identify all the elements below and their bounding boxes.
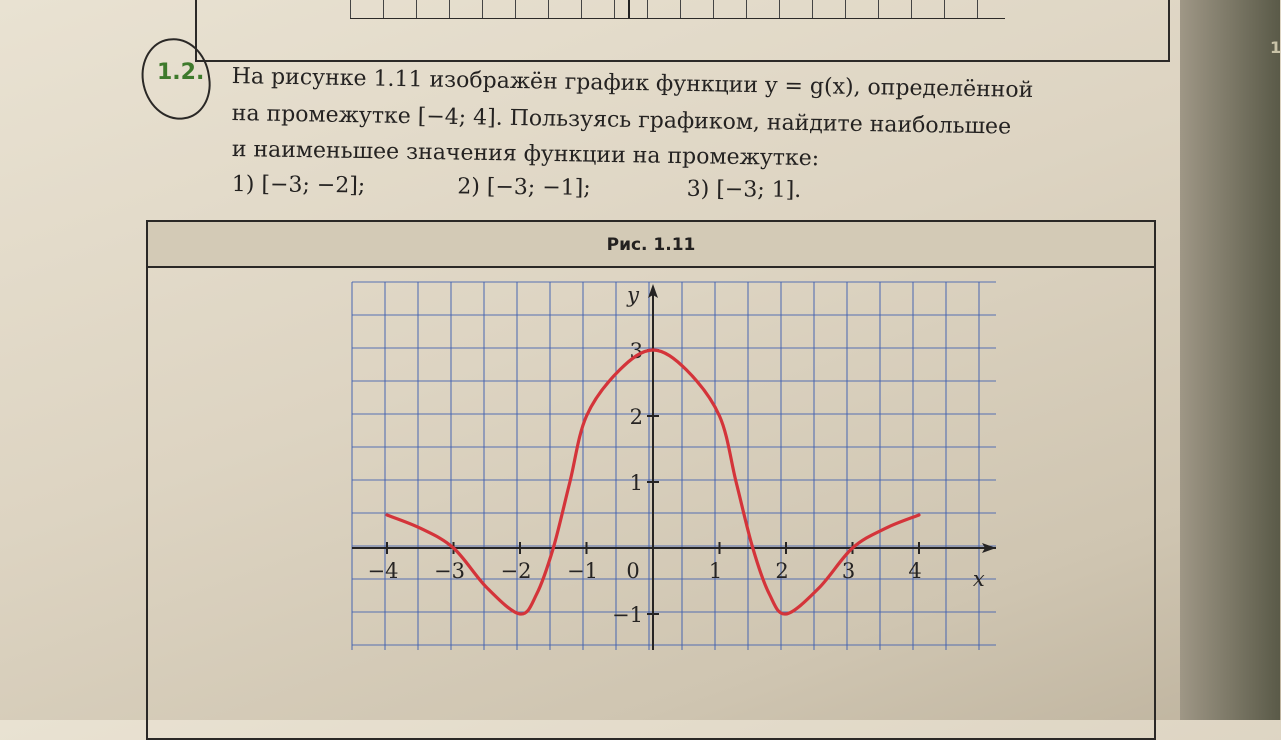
figure-caption: Рис. 1.11 [606, 235, 696, 255]
x-tick-label: 2 [775, 559, 789, 583]
y-tick-label: −1 [612, 603, 643, 627]
x-tick-label: 3 [841, 559, 856, 583]
x-tick-label: −3 [434, 559, 465, 583]
x-tick-label: −4 [367, 559, 399, 583]
y-tick-label: 3 [629, 339, 643, 363]
x-axis-label: x [972, 567, 985, 591]
x-tick-label: 1 [708, 559, 723, 583]
problem-text-line-3: и наименьшее значения функции на промежутке: [231, 137, 820, 172]
y-tick-label: 1 [629, 471, 643, 495]
x-tick-label: −2 [500, 559, 532, 583]
option-3: 3) [−3; 1]. [686, 176, 802, 203]
x-tick-label: −1 [567, 559, 598, 583]
task-number: 1.2. [157, 60, 205, 85]
page-number-fragment: 1 [1270, 38, 1281, 57]
x-tick-label: 4 [908, 559, 922, 583]
origin-label: 0 [626, 559, 640, 583]
option-1: 1) [−3; −2]; [231, 172, 366, 199]
y-axis-label: y [627, 283, 639, 307]
y-tick-label: 2 [629, 405, 643, 429]
problem-text-line-2: на промежутке [−4; 4]. Пользуясь графиком, найдите наибольшее [231, 101, 1012, 140]
problem-text-line-1: На рисунке 1.11 изображён график функции y = g(x), определённой [231, 64, 1034, 103]
option-2: 2) [−3; −1]; [457, 174, 591, 201]
